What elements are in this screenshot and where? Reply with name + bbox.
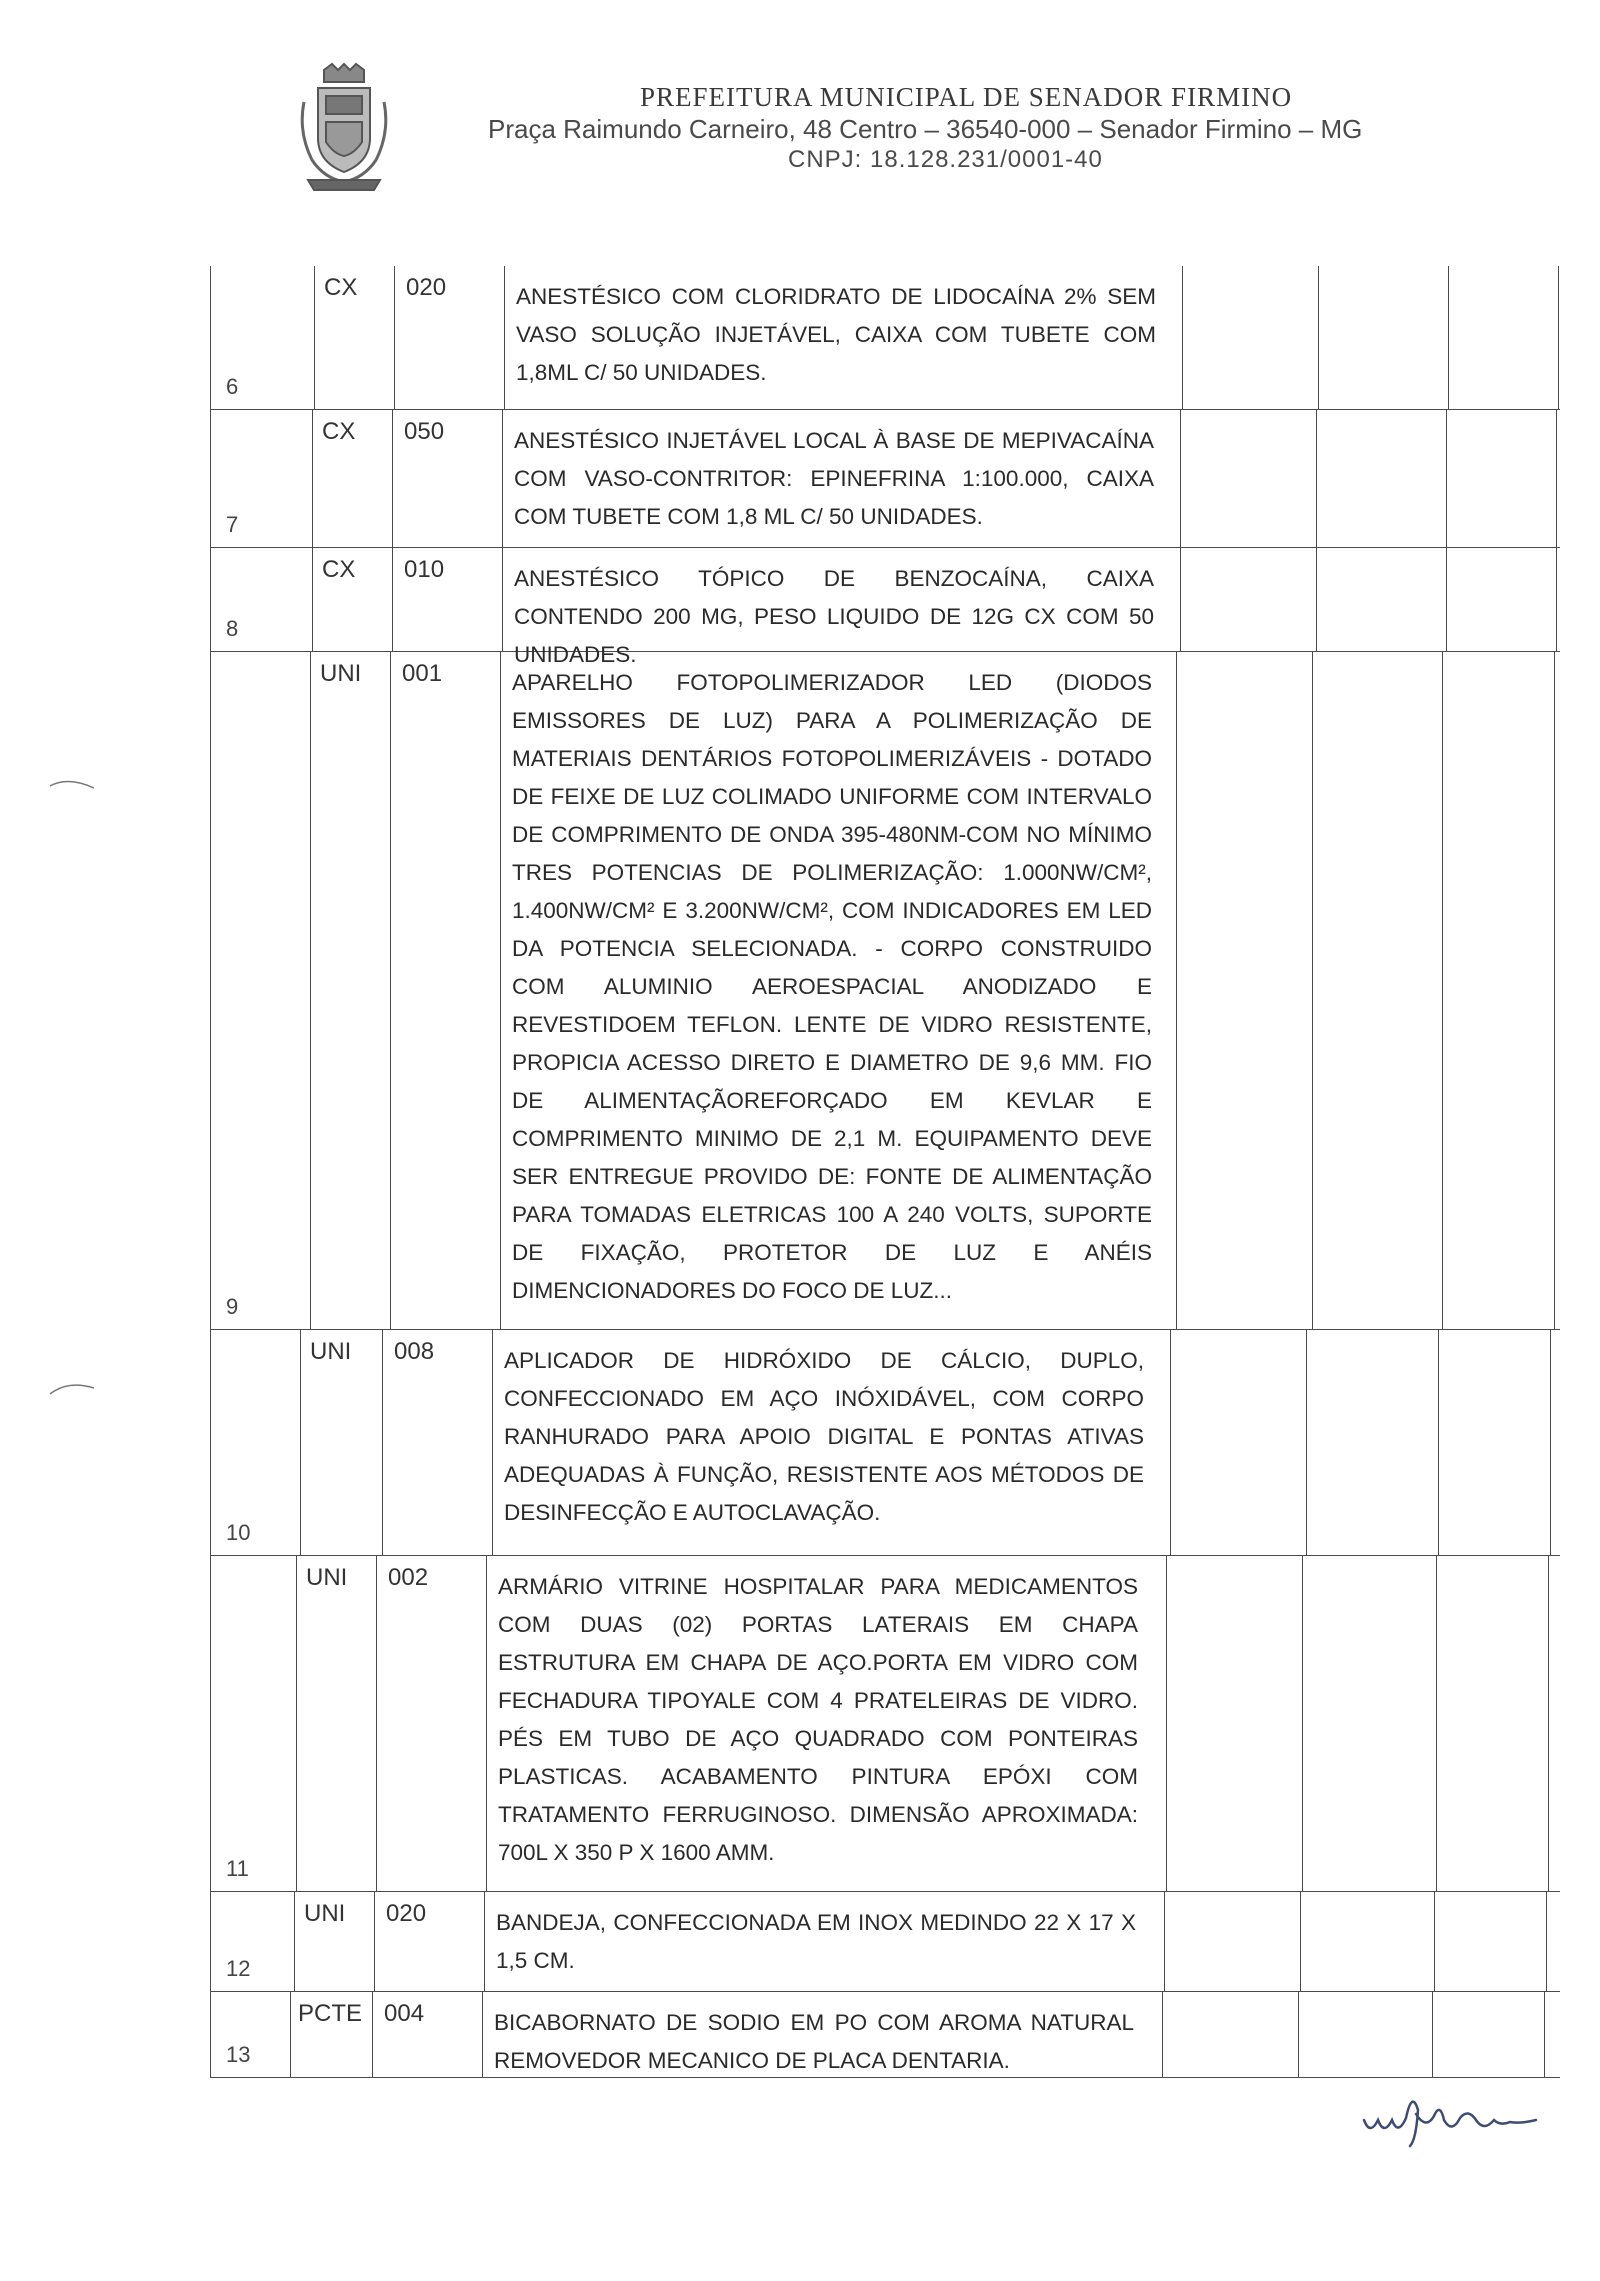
item-number: 10 <box>226 1520 251 1545</box>
handwritten-signature-icon <box>1360 2080 1540 2150</box>
scan-artifact-mark <box>48 1378 98 1398</box>
item-description: ANESTÉSICO TÓPICO DE BENZOCAÍNA, CAIXA CONTENDO 200 MG, PESO LIQUIDO DE 12G CX COM 50 UNIDADES. <box>514 566 1154 667</box>
table-row <box>210 1992 1560 2078</box>
table-row <box>210 548 1560 667</box>
item-unit: UNI <box>310 1338 352 1365</box>
item-unit: CX <box>322 556 356 583</box>
item-number: 11 <box>226 1856 249 1881</box>
table-row <box>210 1330 1560 1556</box>
item-number: 6 <box>226 374 239 399</box>
item-unit: PCTE <box>298 2000 363 2027</box>
item-description: APARELHO FOTOPOLIMERIZADOR LED (DIODOS EMISSORES DE LUZ) PARA A POLIMERIZAÇÃO DE MATERIAIS DENTÁRIOS FOTOPOLIMERIZÁVEIS - DOTADO DE FEIXE DE LUZ COLIMADO UNIFORME COM INTERVALO DE COMPRIMENTO DE ONDA 395-480NM-COM NO MÍNIMO TRES POTENCIAS DE POLIMERIZAÇÃO: 1.000NW/CM², 1.400NW/CM² E 3.200NW/CM², COM INDICADORES EM LED DA POTENCIA SELECIONADA. - CORPO CONSTRUIDO COM ALUMINIO AEROESPACIAL ANODIZADO E REVESTIDOEM TEFLON. LENTE DE VIDRO RESISTENTE, PROPICIA ACESSO DIRETO E DIAMETRO DE 9,6 MM. FIO DE ALIMENTAÇÃOREFORÇADO EM KEVLAR E COMPRIMENTO MINIMO DE 2,1 M. EQUIPAMENTO DEVE SER ENTREGUE PROVIDO DE: FONTE DE ALIMENTAÇÃO PARA TOMADAS ELETRICAS 100 A 240 VOLTS, SUPORTE DE FIXAÇÃO, PROTETOR DE LUZ E ANÉIS DIMENCIONADORES DO FOCO DE LUZ... <box>512 670 1152 1303</box>
item-unit: CX <box>324 274 358 301</box>
item-unit: UNI <box>306 1564 348 1591</box>
item-number: 12 <box>226 1956 251 1981</box>
item-description: BICABORNATO DE SODIO EM PO COM AROMA NATURAL REMOVEDOR MECANICO DE PLACA DENTARIA. <box>494 2010 1134 2073</box>
table-row <box>210 1556 1560 1892</box>
item-quantity: 020 <box>386 1900 427 1927</box>
item-description: BANDEJA, CONFECCIONADA EM INOX MEDINDO 22 X 17 X 1,5 CM. <box>496 1910 1136 1973</box>
item-number: 9 <box>226 1294 239 1319</box>
document-header <box>0 0 1600 200</box>
org-cnpj: CNPJ: 18.128.231/0001-40 <box>788 146 1103 173</box>
table-row <box>210 266 1560 410</box>
org-name: PREFEITURA MUNICIPAL DE SENADOR FIRMINO <box>640 82 1293 112</box>
table-row <box>210 1892 1560 1992</box>
item-quantity: 002 <box>388 1564 429 1591</box>
item-description: ANESTÉSICO INJETÁVEL LOCAL À BASE DE MEPIVACAÍNA COM VASO-CONTRITOR: EPINEFRINA 1:100.000, CAIXA COM TUBETE COM 1,8 ML C/ 50 UNIDADES. <box>514 428 1154 529</box>
item-quantity: 020 <box>406 274 447 301</box>
item-description: ANESTÉSICO COM CLORIDRATO DE LIDOCAÍNA 2% SEM VASO SOLUÇÃO INJETÁVEL, CAIXA COM TUBETE COM 1,8ML C/ 50 UNIDADES. <box>516 284 1156 385</box>
item-unit: UNI <box>320 660 362 687</box>
item-unit: UNI <box>304 1900 346 1927</box>
item-quantity: 050 <box>404 418 445 445</box>
org-address: Praça Raimundo Carneiro, 48 Centro – 36540-000 – Senador Firmino – MG <box>488 114 1363 144</box>
item-number: 7 <box>226 512 239 537</box>
item-number: 8 <box>226 616 239 641</box>
item-number: 13 <box>226 2042 251 2067</box>
table-row <box>210 410 1560 548</box>
scan-artifact-mark <box>48 772 98 792</box>
item-description: APLICADOR DE HIDRÓXIDO DE CÁLCIO, DUPLO, CONFECCIONADO EM AÇO INÓXIDÁVEL, COM CORPO RANHURADO PARA APOIO DIGITAL E PONTAS ATIVAS ADEQUADAS À FUNÇÃO, RESISTENTE AOS MÉTODOS DE DESINFECÇÃO E AUTOCLAVAÇÃO. <box>504 1348 1144 1525</box>
item-quantity: 010 <box>404 556 445 583</box>
items-table <box>210 266 1560 2106</box>
item-description: ARMÁRIO VITRINE HOSPITALAR PARA MEDICAMENTOS COM DUAS (02) PORTAS LATERAIS EM CHAPA ESTRUTURA EM CHAPA DE AÇO.PORTA EM VIDRO COM FECHADURA TIPOYALE COM 4 PRATELEIRAS DE VIDRO. PÉS EM TUBO DE AÇO QUADRADO COM PONTEIRAS PLASTICAS. ACABAMENTO PINTURA EPÓXI COM TRATAMENTO FERRUGINOSO. DIMENSÃO APROXIMADA: 700L X 350 P X 1600 AMM. <box>498 1574 1138 1865</box>
item-quantity: 001 <box>402 660 443 687</box>
municipal-coat-of-arms-icon <box>294 62 394 194</box>
item-quantity: 008 <box>394 1338 435 1365</box>
table-row <box>210 652 1560 1330</box>
item-quantity: 004 <box>384 2000 425 2027</box>
item-unit: CX <box>322 418 356 445</box>
